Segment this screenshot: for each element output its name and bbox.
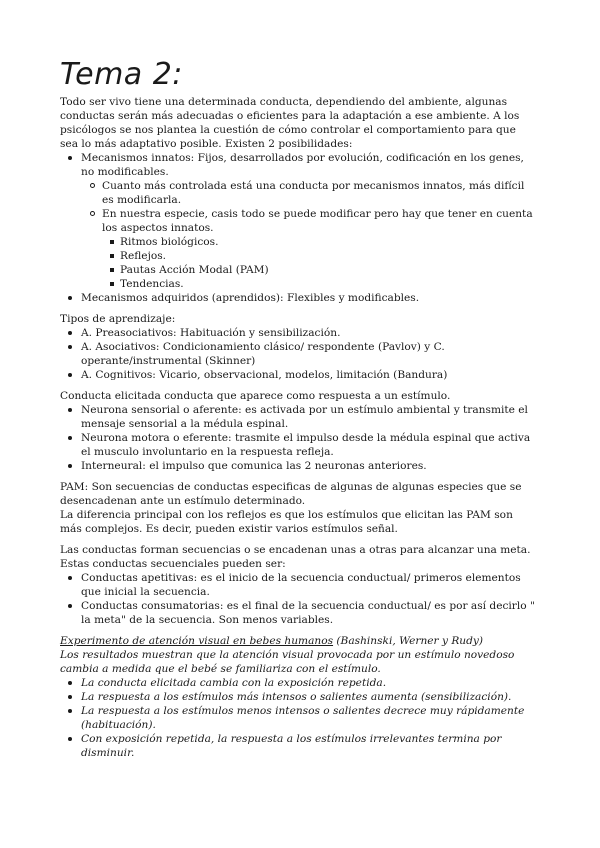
list-item: Reflejos. [108, 249, 535, 263]
pam-difference: La diferencia principal con los reflejos es que los estímulos que elicitan las PAM son más complejos. Es decir, pueden existir varios estímulos señal. [60, 509, 513, 535]
list-item: Con exposición repetida, la respuesta a los estímulos irrelevantes termina por disminuir. [60, 732, 535, 760]
list-item: La respuesta a los estímulos más intensos o salientes aumenta (sensibilización). [60, 690, 535, 704]
list-item: Conductas consumatorias: es el final de la secuencia conductual/ es por así decirlo " la meta" de la secuencia. Son menos variables. [60, 599, 535, 627]
sequences-types-heading: Estas conductas secuenciales pueden ser: [60, 558, 286, 570]
list-item: Interneural: el impulso que comunica las 2 neuronas anteriores. [60, 459, 535, 473]
list-item: Tendencias. [108, 277, 535, 291]
innate-note: En nuestra especie, casis todo se puede modificar pero hay que tener en cuenta los aspectos innatos. [102, 208, 533, 234]
pam-definition: PAM: Son secuencias de conductas especificas de algunas de algunas especies que se desencadenan ante un estímulo determinado. [60, 481, 522, 507]
document-body [60, 95, 535, 760]
learning-heading: Tipos de aprendizaje: [60, 313, 176, 325]
innate-sublist [87, 179, 535, 291]
list-item: Pautas Acción Modal (PAM) [108, 263, 535, 277]
list-item [87, 207, 535, 291]
experiment-title-line [60, 634, 535, 648]
elicited-heading: Conducta elicitada conducta que aparece como respuesta a un estímulo. [60, 390, 451, 402]
experiment-authors: (Bashinski, Werner y Rudy) [333, 635, 484, 647]
list-item: Neurona sensorial o aferente: es activada por un estímulo ambiental y transmite el mensaje sensorial a la médula espinal. [60, 403, 535, 431]
mechanisms-list [60, 151, 535, 305]
list-item: A. Preasociativos: Habituación y sensibilización. [60, 326, 535, 340]
sequences-list [60, 571, 535, 627]
list-item: La respuesta a los estímulos menos intensos o salientes decrece muy rápidamente (habituación). [60, 704, 535, 732]
list-item [60, 151, 535, 291]
experiment-title: Experimento de atención visual en bebes humanos [60, 635, 334, 647]
innate-aspects-list [108, 235, 535, 291]
experiment-list [60, 676, 535, 760]
list-item: Ritmos biológicos. [108, 235, 535, 249]
experiment-results: Los resultados muestran que la atención visual provocada por un estímulo novedoso cambia a medida que el bebé se familiariza con el estímulo. [60, 649, 515, 675]
elicited-list [60, 403, 535, 473]
list-item: La conducta elicitada cambia con la exposición repetida. [60, 676, 535, 690]
page-title: Tema 2: [60, 57, 183, 92]
list-item: A. Asociativos: Condicionamiento clásico/ respondente (Pavlov) y C. operante/instrumental (Skinner) [60, 340, 535, 368]
list-item: Cuanto más controlada está una conducta por mecanismos innatos, más difícil es modificarla. [87, 179, 535, 207]
sequences-intro: Las conductas forman secuencias o se encadenan unas a otras para alcanzar una meta. [60, 544, 531, 556]
list-item: A. Cognitivos: Vicario, observacional, modelos, limitación (Bandura) [60, 368, 535, 382]
intro-paragraph: Todo ser vivo tiene una determinada conducta, dependiendo del ambiente, algunas conductas serán más adecuadas o eficientes para la adaptación a ese ambiente. A los psicólogos se nos plantea la cuestión de cómo controlar el comportamiento para que sea lo más adaptativo posible. Existen 2 posibilidades: [60, 96, 520, 150]
acquired-mechanisms: Mecanismos adquiridos (aprendidos): Flexibles y modificables. [60, 291, 535, 305]
innate-mechanisms: Mecanismos innatos: Fijos, desarrollados por evolución, codificación en los genes, no modificables. [81, 152, 524, 178]
list-item: Neurona motora o eferente: trasmite el impulso desde la médula espinal que activa el musculo involuntario en la respuesta refleja. [60, 431, 535, 459]
list-item: Conductas apetitivas: es el inicio de la secuencia conductual/ primeros elementos que inicial la secuencia. [60, 571, 535, 599]
learning-list [60, 326, 535, 382]
